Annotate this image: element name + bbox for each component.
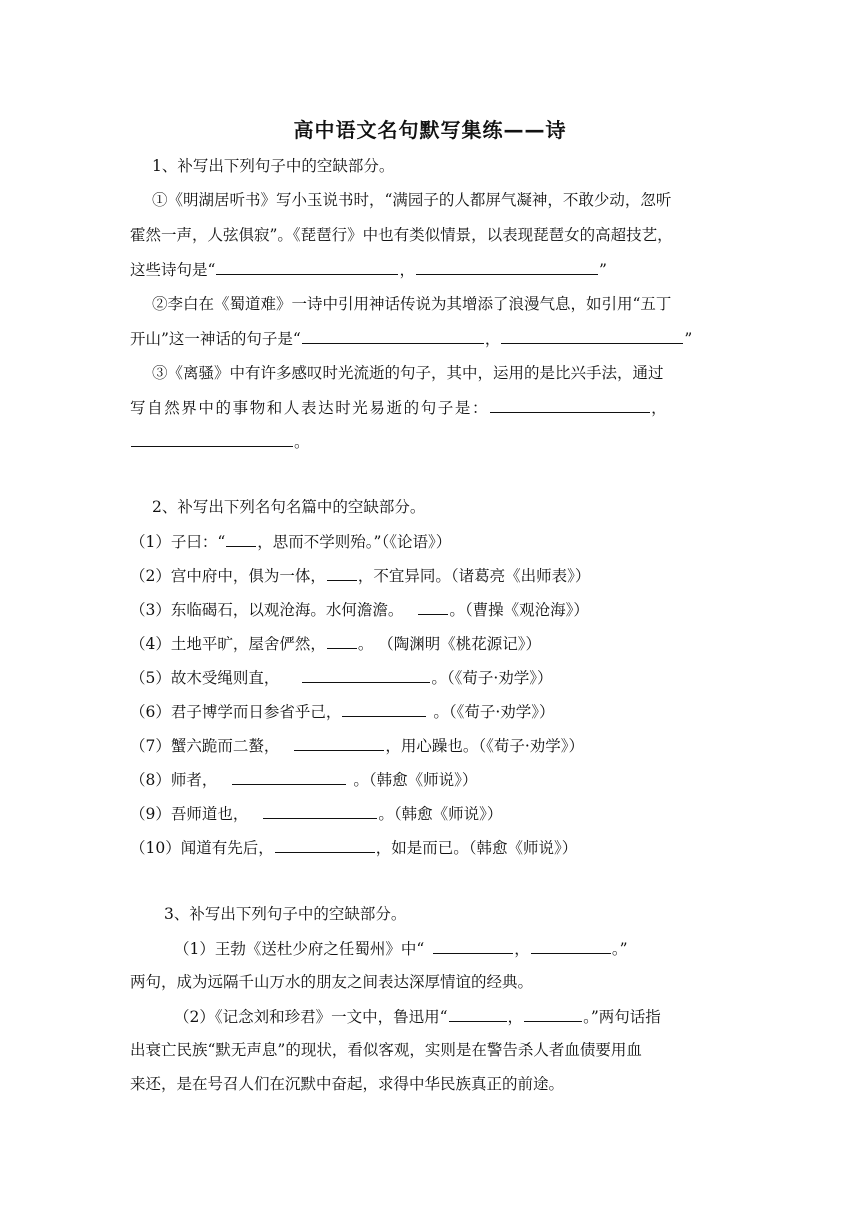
s3-q1-line1-text-a: （1）王勃《送杜少府之任蜀州》中“ (174, 940, 425, 958)
answer-blank[interactable] (327, 632, 357, 649)
s2-item (130, 802, 502, 825)
s1-q1-line2: 霍然一声，人弦俱寂”。《琵琶行》中也有类似情景，以表现琵琶女的高超技艺， (130, 226, 673, 244)
answer-blank[interactable] (232, 768, 346, 785)
s3-q2-line1-text-c: 。”两句话指 (583, 1008, 661, 1026)
s1-q3-line2 (130, 396, 667, 419)
s3-q1-line1-text-b: ， (514, 940, 530, 958)
s2-item-post: 。（韩愈《师说》） (353, 771, 478, 789)
s2-item-post: ，思而不学则殆。”（《论语》） (257, 533, 452, 551)
s2-item-pre: （5）故木受绳则直， (130, 669, 280, 687)
s1-q2-line2 (130, 327, 692, 350)
answer-blank[interactable] (433, 937, 513, 954)
section3-heading: 3、补写出下列句子中的空缺部分。 (164, 905, 407, 923)
answer-blank[interactable] (302, 327, 484, 344)
s2-item-pre: （3）东临碣石，以观沧海。水何澹澹。 (130, 601, 404, 619)
answer-blank[interactable] (263, 802, 377, 819)
s2-item (130, 666, 553, 689)
section1-heading: 1、补写出下列句子中的空缺部分。 (152, 157, 395, 175)
s2-item (130, 632, 541, 655)
s1-q1-line3 (130, 258, 607, 281)
s2-item-pre: （6）君子博学而日参省乎己， (130, 703, 342, 721)
s1-q3-line2-text-a: 写自然界中的事物和人表达时光易逝的句子是： (130, 399, 490, 417)
answer-blank[interactable] (216, 258, 398, 275)
s2-item-post: 。 （陶渊明《桃花源记》） (357, 635, 542, 653)
s2-item-post: ，如是而已。（韩愈《师说》） (375, 839, 578, 857)
answer-blank[interactable] (302, 666, 430, 683)
s1-q3-line3 (130, 430, 310, 453)
answer-blank[interactable] (531, 937, 611, 954)
s3-q1-line2: 两句，成为远隔千山万水的朋友之间表达深厚情谊的经典。 (130, 973, 534, 991)
s2-item (130, 768, 477, 791)
s1-q3-line2-text-b: ， (651, 399, 667, 417)
answer-blank[interactable] (449, 1005, 507, 1022)
s1-q2-line2-text-c: ” (684, 330, 693, 348)
section2-heading: 2、补写出下列名句名篇中的空缺部分。 (152, 498, 426, 516)
s2-item (130, 564, 590, 587)
s2-item-post: 。（韩愈《师说》） (378, 805, 503, 823)
s3-q2-line1 (174, 1005, 661, 1028)
s2-item-pre: （1）子曰：“ (130, 533, 226, 551)
answer-blank[interactable] (418, 598, 448, 615)
s2-item (130, 598, 589, 621)
answer-blank[interactable] (294, 734, 384, 751)
s1-q2-line1: ②李白在《蜀道难》一诗中引用神话传说为其增添了浪漫气息，如引用“五丁 (152, 295, 672, 313)
page-title: 高中语文名句默写集练——诗 (293, 118, 567, 142)
s2-item-pre: （2）宫中府中，俱为一体， (130, 567, 326, 585)
s3-q2-line1-text-b: ， (507, 1008, 524, 1026)
s2-item-pre: （4）土地平旷，屋舍俨然， (130, 635, 326, 653)
answer-blank[interactable] (524, 1005, 582, 1022)
s1-q1-line1: ①《明湖居听书》写小玉说书时，“满园子的人都屏气凝神，不敢少动，忽听 (152, 191, 672, 209)
answer-blank[interactable] (416, 258, 598, 275)
answer-blank[interactable] (327, 564, 357, 581)
s3-q1-line1-text-c: 。” (611, 940, 628, 958)
s1-q2-line2-text-a: 开山”这一神话的句子是“ (130, 330, 301, 348)
s2-item (130, 836, 577, 859)
answer-blank[interactable] (501, 327, 683, 344)
s1-q1-line3-text-a: 这些诗句是“ (130, 261, 216, 279)
s3-q2-line2: 出衰亡民族“默无声息”的现状，看似客观，实则是在警告杀人者血债要用血 (130, 1041, 642, 1059)
s1-q3-line3-text-a: 。 (294, 433, 310, 451)
s2-item-post: ，用心躁也。（《荀子·劝学》） (385, 737, 585, 755)
s2-item (130, 734, 584, 757)
answer-blank[interactable] (226, 530, 256, 547)
s3-q2-line3: 来还，是在号召人们在沉默中奋起，求得中华民族真正的前途。 (130, 1075, 565, 1093)
s2-item-pre: （10）闻道有先后， (130, 839, 274, 857)
s2-item-post: ，不宜异同。（诸葛亮《出师表》） (357, 567, 591, 585)
s1-q2-line2-text-b: ， (484, 330, 501, 348)
s1-q1-line3-text-b: ， (399, 261, 415, 279)
s1-q3-line1: ③《离骚》中有许多感叹时光流逝的句子，其中，运用的是比兴手法，通过 (152, 364, 664, 382)
s1-q1-line3-text-c: ” (598, 261, 607, 279)
s2-item (130, 530, 451, 553)
answer-blank[interactable] (490, 396, 650, 413)
s2-item-pre: （8）师者， (130, 771, 218, 789)
s2-item-pre: （7）蟹六跪而二螯， (130, 737, 280, 755)
s3-q2-line1-text-a: （2）《记念刘和珍君》一文中，鲁迅用“ (174, 1008, 448, 1026)
answer-blank[interactable] (342, 700, 426, 717)
answer-blank[interactable] (131, 430, 293, 447)
answer-blank[interactable] (275, 836, 375, 853)
s2-item-pre: （9）吾师道也， (130, 805, 249, 823)
s2-item-post: 。（《荀子·劝学》） (433, 703, 555, 721)
s2-item (130, 700, 555, 723)
s2-item-post: 。（《荀子·劝学》） (431, 669, 553, 687)
s2-item-post: 。（曹操《观沧海》） (449, 601, 589, 619)
s3-q1-line1 (174, 937, 628, 960)
